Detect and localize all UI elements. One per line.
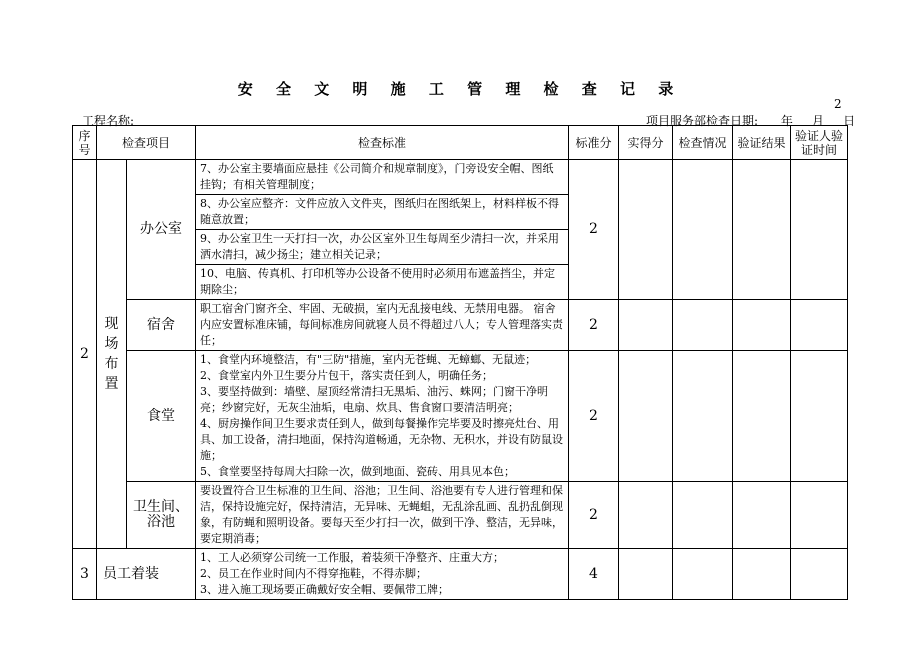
section-category: 员工着装 [97,549,196,600]
verify-result-cell[interactable] [733,160,791,300]
actual-score-cell[interactable] [619,300,673,351]
std-score-attire: 4 [569,549,619,600]
col-item-header: 检查项目 [97,126,196,160]
col-actual-score-header: 实得分 [619,126,673,160]
group-name-toilet-bath: 卫生间、浴池 [127,482,196,549]
group-name-dormitory: 宿舍 [127,300,196,351]
standard-cell: 职工宿舍门窗齐全、牢固、无破损，室内无乱接电线、无禁用电器。 宿舍内应安置标准床铺，每间标准房间就寝人员不得超过八人；专人管理落实责任； [196,300,569,351]
verify-result-cell[interactable] [733,482,791,549]
page-number: 2 [834,97,842,111]
status-cell[interactable] [673,351,733,482]
standard-cell: 要设置符合卫生标准的卫生间、浴池；卫生间、浴池要有专人进行管理和保洁，保持设施完好，保持清洁，无异味、无蝇蛆，无乱涂乱画、乱扔乱倒现象，有防蝇和照明设备。要每天至少打扫一次，做到干净、整洁，无异味，要定期消毒； [196,482,569,549]
table-row [73,482,848,549]
verify-result-cell[interactable] [733,351,791,482]
group-name-office: 办公室 [127,160,196,300]
status-cell[interactable] [673,300,733,351]
standard-cell: 8、办公室应整齐：文件应放入文件夹，图纸归在图纸架上，材料样板不得随意放置； [196,195,569,230]
col-seq-header: 序号 [73,126,97,160]
col-standard-header: 检查标准 [196,126,569,160]
service-date-label: 项目服务部检查日期: 年 月 日 [646,114,856,128]
document-title: 安 全 文 明 施 工 管 理 检 查 记 录 [237,80,683,98]
verify-result-cell[interactable] [733,300,791,351]
header-row [73,126,848,160]
project-name-label: 工程名称: [82,114,135,128]
actual-score-cell[interactable] [619,482,673,549]
verifier-time-cell[interactable] [791,300,848,351]
section-no: 2 [73,160,97,549]
verifier-time-cell[interactable] [791,160,848,300]
section-no: 3 [73,549,97,600]
standard-cell: 1、食堂内环境整洁，有"三防"措施，室内无苍蝇、无蟑螂、无鼠迹； 2、食堂室内外卫生要分片包干，落实责任到人，明确任务； 3、要坚持做到：墙壁、屋顶经常清扫无黑垢、油污、蛛网；门窗干净明亮；纱窗完好，无灰尘油垢，电扇、炊具、售食窗口要清洁明亮； 4、厨房操作间卫生要求责任到人，做到每餐操作完毕要及时擦亮灶台、用具、加工设备，清扫地面，保持沟道畅通，无杂物、无积水，并设有防鼠设施； 5、食堂要坚持每周大扫除一次，做到地面、瓷砖、用具见本色； [196,351,569,482]
col-verifier-time-header: 验证人验证时间 [791,126,848,160]
std-score-office: 2 [569,160,619,300]
actual-score-cell[interactable] [619,549,673,600]
section-category: 现场布置 [97,160,127,549]
standard-cell: 1、工人必须穿公司统一工作服，着装须干净整齐、庄重大方； 2、员工在作业时间内不得穿拖鞋，不得赤脚； 3、进入施工现场要正确戴好安全帽、要佩带工牌； [196,549,569,600]
verifier-time-cell[interactable] [791,482,848,549]
table-row [73,549,848,600]
col-status-header: 检查情况 [673,126,733,160]
inspection-table [72,125,848,600]
std-score-canteen: 2 [569,351,619,482]
standard-cell: 7、办公室主要墙面应悬挂《公司简介和规章制度》，门旁设安全帽、图纸挂钩；有相关管理制度； [196,160,569,195]
status-cell[interactable] [673,549,733,600]
col-std-score-header: 标准分 [569,126,619,160]
standard-cell: 9、办公室卫生一天打扫一次，办公区室外卫生每周至少清扫一次，并采用洒水清扫，减少扬尘；建立相关记录； [196,230,569,265]
standard-cell: 10、电脑、传真机、打印机等办公设备不使用时必须用布遮盖挡尘，并定期除尘； [196,265,569,300]
verify-result-cell[interactable] [733,549,791,600]
table-row [73,300,848,351]
status-cell[interactable] [673,482,733,549]
verifier-time-cell[interactable] [791,549,848,600]
col-verify-result-header: 验证结果 [733,126,791,160]
table-row [73,351,848,482]
actual-score-cell[interactable] [619,160,673,300]
actual-score-cell[interactable] [619,351,673,482]
verifier-time-cell[interactable] [791,351,848,482]
status-cell[interactable] [673,160,733,300]
table-row [73,160,848,195]
group-name-canteen: 食堂 [127,351,196,482]
std-score-dormitory: 2 [569,300,619,351]
std-score-toilet-bath: 2 [569,482,619,549]
